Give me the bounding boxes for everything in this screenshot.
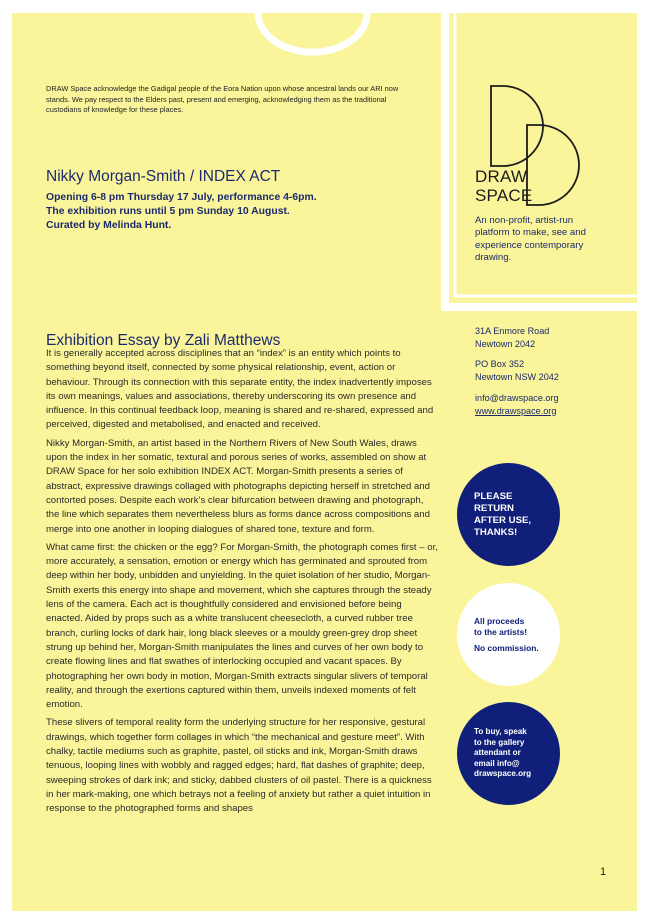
return-line: PLEASE <box>474 490 513 502</box>
exhibition-title: Nikky Morgan-Smith / INDEX ACT <box>46 168 281 185</box>
essay-title: Exhibition Essay by Zali Matthews <box>46 332 281 349</box>
website-link[interactable]: www.drawspace.org <box>475 405 557 416</box>
address-suburb: Newtown 2042 <box>475 338 536 349</box>
contact-block <box>475 325 615 417</box>
essay-paragraph: Nikky Morgan-Smith, an artist based in the Northern Rivers of New South Wales, draws upon the index in her somatic, textural and porous series of works, assembled on show at DRAW Space for her solo exhibition INDEX ACT. Morgan-Smith presents a series of abstract, expressive drawings collaged with photographs depicting herself in stretched and contorted poses. Despite each work’s clear bifurcation between drawing and photograph, the line which separates them nevertheless blurs as forms dance across compositions and merge into one another in looping dialogues of shared tone, texture and form. <box>46 437 430 535</box>
land-acknowledgement: DRAW Space acknowledge the Gadigal people of the Eora Nation upon whose ancestral lands our ARI now stands. We pay respect to the Elders past, present and emerging, acknowledging them as the traditional custodians of knowledge for these places. <box>46 84 399 115</box>
buy-line: To buy, speak <box>474 727 527 737</box>
exhibition-details <box>46 191 446 233</box>
address-line: 31A Enmore Road <box>475 326 550 336</box>
po-suburb: Newtown NSW 2042 <box>475 372 559 383</box>
buy-line: drawspace.org <box>474 769 532 779</box>
po-box: PO Box 352 <box>475 359 525 370</box>
brand-line-draw: DRAW <box>475 167 528 186</box>
buy-line: email info@ <box>474 758 520 768</box>
buy-notice-circle <box>457 702 560 805</box>
brand-line-space: SPACE <box>475 186 533 205</box>
essay-paragraph: These slivers of temporal reality form the underlying structure for her responsive, gestural drawings, which together form collages in which “the mechanical and gesture meet”. With chalky, tactile mediums such as graphite, pastel, oil sticks and ink, Morgan-Smith draws tenuous, looping lines with wobbly and ragged edges; hard, flat dashes of graphite; deep, sweeping strokes of dark ink; and sticky, dabbed clusters of oil pastel. There is a quickness in her mark-making, one which betrays not a feeling of anxiety but rather a quiet intuition in response to the photographed forms and shapes <box>46 717 432 815</box>
email-address: info@drawspace.org <box>475 392 559 403</box>
essay-paragraph: It is generally accepted across disciplines that an “index” is an entity which points to something beyond itself, connected by some physical relationship, event, action or behaviour. Through its connection with this separate entity, the index inadvertently imposes its own meanings, values and associations, thereby underscoring its own presence and influence. In this continual feedback loop, meaning is shared and re-shared, expressed and perceived, digested and metabolised, and enacted and received. <box>46 348 434 431</box>
essay-body <box>46 347 438 821</box>
proceeds-line: All proceeds <box>474 615 525 626</box>
buy-line: to the gallery <box>474 737 525 747</box>
brand-wordmark <box>475 167 532 205</box>
essay-paragraph: What came first: the chicken or the egg? For Morgan-Smith, the photograph comes first – or, more accurately, a sensation, emotion or energy which has germinated and sprouted from deep within her body, unbidden and unyielding. In the quiet isolation of her studio, Morgan-Smith exerts this energy into shape and movement, which she captures through the steady lens of the camera. Each act is thoughtfully considered and envisioned before being enacted. Aided by props such as a white translucent cheesecloth, a curved rubber tree branch, curling locks of dark hair, long black sleeves or a mouldy green-grey drop sheet strung up behind her, Morgan-Smith manipulates the lines and curves of her own body to create flowing lines and flat swathes of interlocking occupied and vacant spaces. By photographing her own body in motion, Morgan-Smith extracts singular slivers of temporal reality, and through the exertions captured within them, unveils indexed moments of felt emotion. <box>46 541 438 711</box>
page-number: 1 <box>600 866 607 878</box>
curator-line: Curated by Melinda Hunt. <box>46 220 172 231</box>
buy-line: attendant or <box>474 748 521 758</box>
return-line: RETURN <box>474 502 514 514</box>
return-notice-circle <box>457 463 560 566</box>
document-page <box>12 13 637 911</box>
opening-line: Opening 6-8 pm Thursday 17 July, performance 4-6pm. <box>46 192 317 203</box>
return-line: THANKS! <box>474 526 518 538</box>
return-line: AFTER USE, <box>474 514 532 526</box>
proceeds-line: No commission. <box>474 642 539 653</box>
proceeds-line: to the artists! <box>474 626 528 637</box>
runs-line: The exhibition runs until 5 pm Sunday 10 August. <box>46 206 290 217</box>
brand-tagline: An non-profit, artist-run platform to make, see and experience contemporary drawing. <box>475 215 586 264</box>
proceeds-notice-circle <box>457 583 560 686</box>
